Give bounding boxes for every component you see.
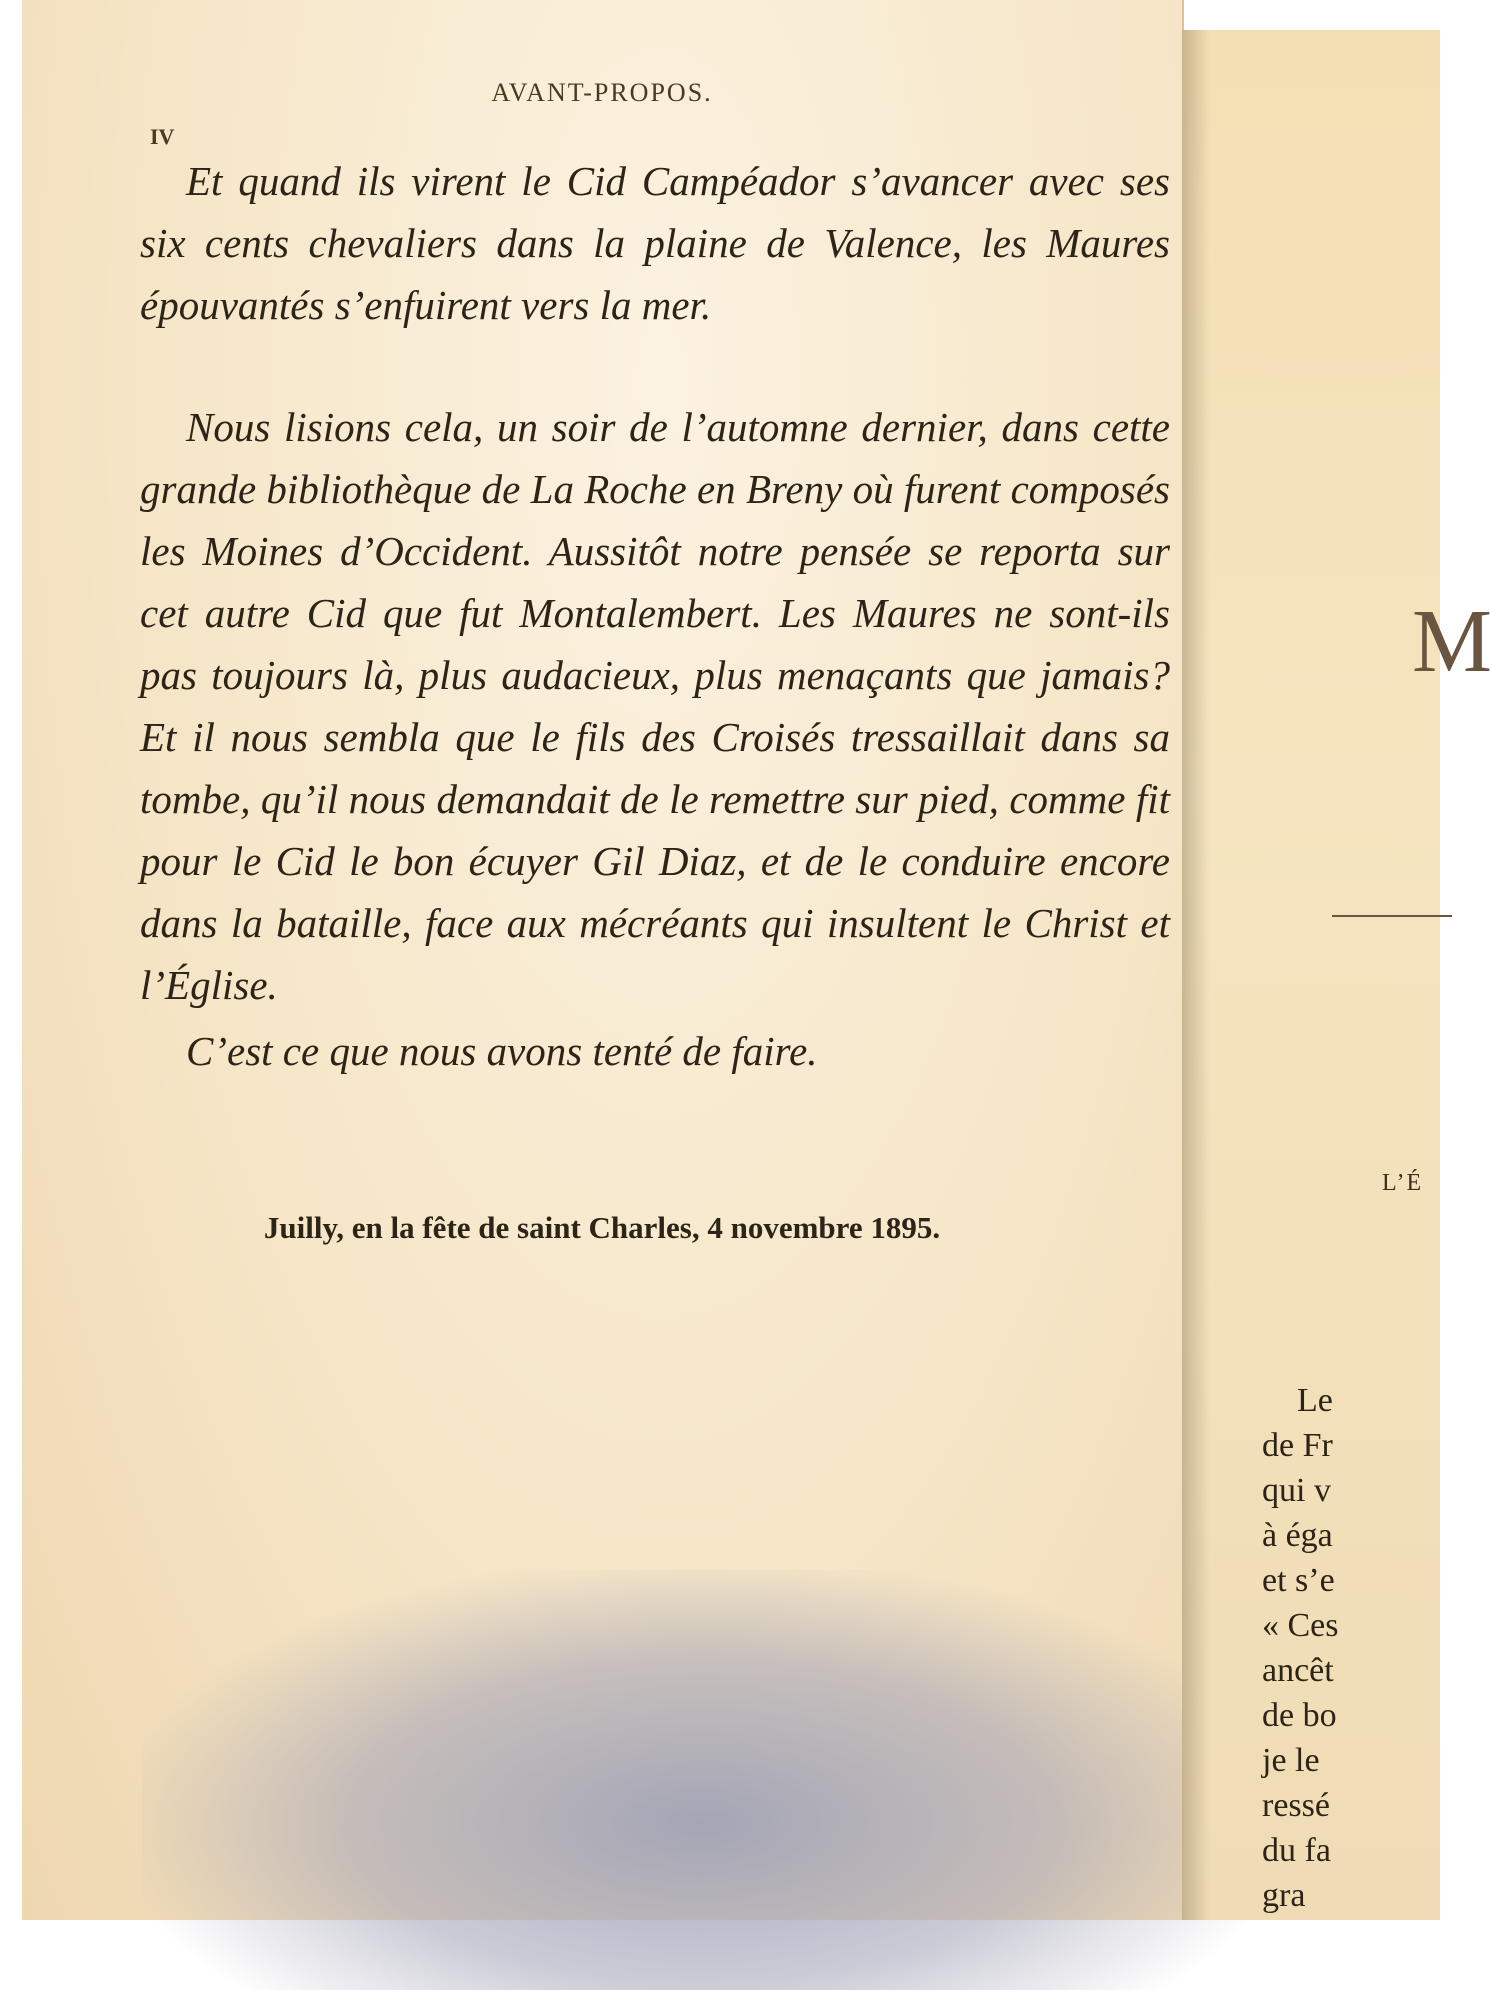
paragraph-1: Et quand ils virent le Cid Campéador s’avancer avec ses six cents chevaliers dans la plaine de Valence, les Maures épouvantés s’enfuirent vers la mer.	[140, 158, 1170, 328]
left-page	[22, 0, 1184, 1920]
line-fragment: et s’e	[1262, 1562, 1335, 1599]
right-page	[1182, 30, 1492, 1920]
title-rule	[1332, 915, 1452, 917]
line-fragment: Le	[1297, 1382, 1333, 1419]
line-fragment: gra	[1262, 1877, 1306, 1914]
page-gutter	[1182, 30, 1210, 1920]
line-fragment: du fa	[1262, 1832, 1331, 1869]
line-fragment: ancêt	[1262, 1652, 1334, 1689]
line-fragment: je le	[1262, 1742, 1320, 1779]
line-fragment: de bo	[1262, 1697, 1337, 1734]
page-number: IV	[150, 124, 175, 149]
running-head: AVANT-PROPOS.	[491, 78, 713, 107]
hand-shadow	[142, 1570, 1262, 1990]
chapter-heading-fragment: L’É	[1382, 1170, 1424, 1196]
line-fragment: « Ces	[1262, 1607, 1339, 1644]
dateline: Juilly, en la fête de saint Charles, 4 novembre 1895.	[263, 1210, 941, 1245]
line-fragment: de Fr	[1262, 1427, 1333, 1464]
line-fragment: à éga	[1262, 1517, 1333, 1554]
chapter-initial: M	[1412, 592, 1492, 691]
paragraph-3: C’est ce que nous avons tenté de faire.	[186, 1028, 818, 1074]
body-text	[140, 150, 1170, 1082]
line-fragment: qui v	[1262, 1472, 1331, 1509]
paragraph-2: Nous lisions cela, un soir de l’automne dernier, dans cette grande bibliothèque de La Roche en Breny où furent composés les Moines d’Occident. Aussitôt notre pensée se reporta sur cet autre Cid que fut Montalembert. Les Maures ne sont-ils pas toujours là, plus audacieux, plus menaçants que jamais? Et il nous sembla que le fils des Croisés tressaillait dans sa tombe, qu’il nous demandait de le remettre sur pied, comme fit pour le Cid le bon écuyer Gil Diaz, et de le conduire encore dans la bataille, face aux mécréants qui insultent le Christ et l’Église.	[140, 404, 1170, 1008]
line-fragment: ressé	[1262, 1787, 1330, 1824]
